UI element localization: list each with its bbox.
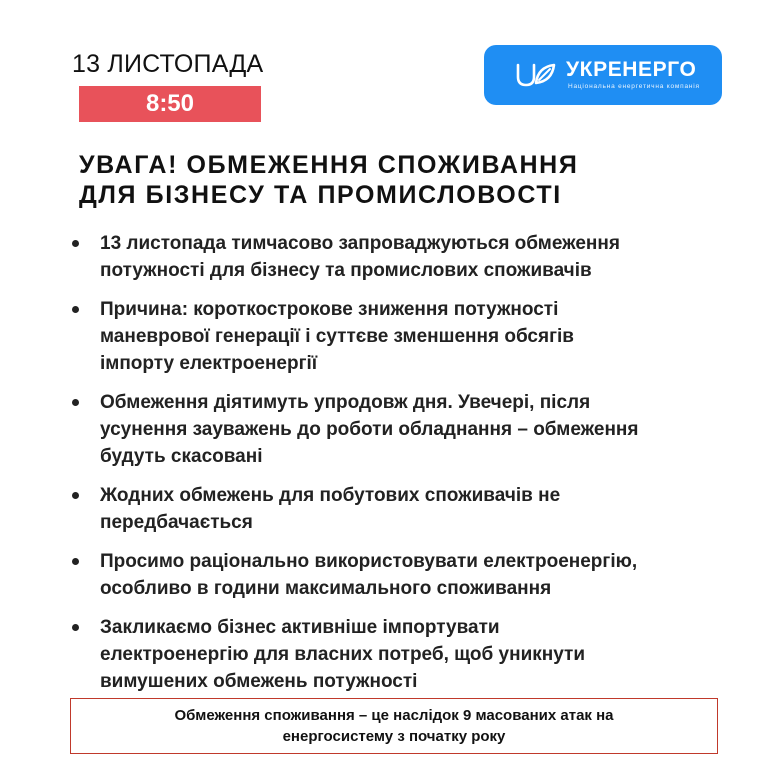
bullet-item (70, 230, 720, 284)
bullet-line: Просимо раціонально використовувати електроенергію, (100, 551, 638, 572)
bullet-line: Закликаємо бізнес активніше імпортувати (100, 617, 500, 638)
bullet-dot-icon (72, 492, 79, 499)
ukrenergo-logo-icon (514, 61, 560, 89)
bullet-item (70, 296, 720, 377)
date-label: 13 ЛИСТОПАДА (72, 50, 264, 78)
ukrenergo-logo (484, 45, 722, 105)
headline (79, 150, 578, 210)
note-line-2: енергосистему з початку року (282, 728, 506, 745)
bullet-dot-icon (72, 399, 79, 406)
bullet-line: маневрової генерації і суттєве зменшення обсягів (100, 326, 574, 347)
bullet-dot-icon (72, 240, 79, 247)
bullet-line: Причина: короткострокове зниження потужності (100, 299, 559, 320)
headline-line-1: УВАГА! ОБМЕЖЕННЯ СПОЖИВАННЯ (79, 151, 579, 179)
bullet-line: усунення зауважень до роботи обладнання – обмеження (100, 419, 639, 440)
logo-name: УКРЕНЕРГО (566, 58, 697, 81)
time-badge: 8:50 (79, 86, 261, 122)
bullet-line: потужності для бізнесу та промислових споживачів (100, 260, 592, 281)
bullet-line: особливо в години максимального споживання (100, 578, 552, 599)
bullet-line: електроенергію для власних потреб, щоб уникнути (100, 644, 586, 665)
bullet-item (70, 614, 720, 695)
bullet-item (70, 482, 720, 536)
logo-subtitle: Національна енергетична компанія (568, 83, 700, 90)
bullet-line: Обмеження діятимуть упродовж дня. Увечері, після (100, 392, 591, 413)
note-line-1: Обмеження споживання – це наслідок 9 масованих атак на (174, 707, 614, 724)
note-box (70, 698, 718, 754)
bullet-item (70, 389, 720, 470)
bullet-line: 13 листопада тимчасово запроваджуються обмеження (100, 233, 620, 254)
bullet-line: будуть скасовані (100, 446, 263, 467)
bullet-line: вимушених обмежень потужності (100, 671, 418, 692)
bullet-list (70, 230, 720, 707)
bullet-item (70, 548, 720, 602)
headline-line-2: ДЛЯ БІЗНЕСУ ТА ПРОМИСЛОВОСТІ (79, 181, 562, 209)
bullet-dot-icon (72, 624, 79, 631)
bullet-dot-icon (72, 558, 79, 565)
bullet-line: Жодних обмежень для побутових споживачів не (100, 485, 561, 506)
bullet-dot-icon (72, 306, 79, 313)
bullet-line: імпорту електроенергії (100, 353, 318, 374)
bullet-line: передбачається (100, 512, 253, 533)
